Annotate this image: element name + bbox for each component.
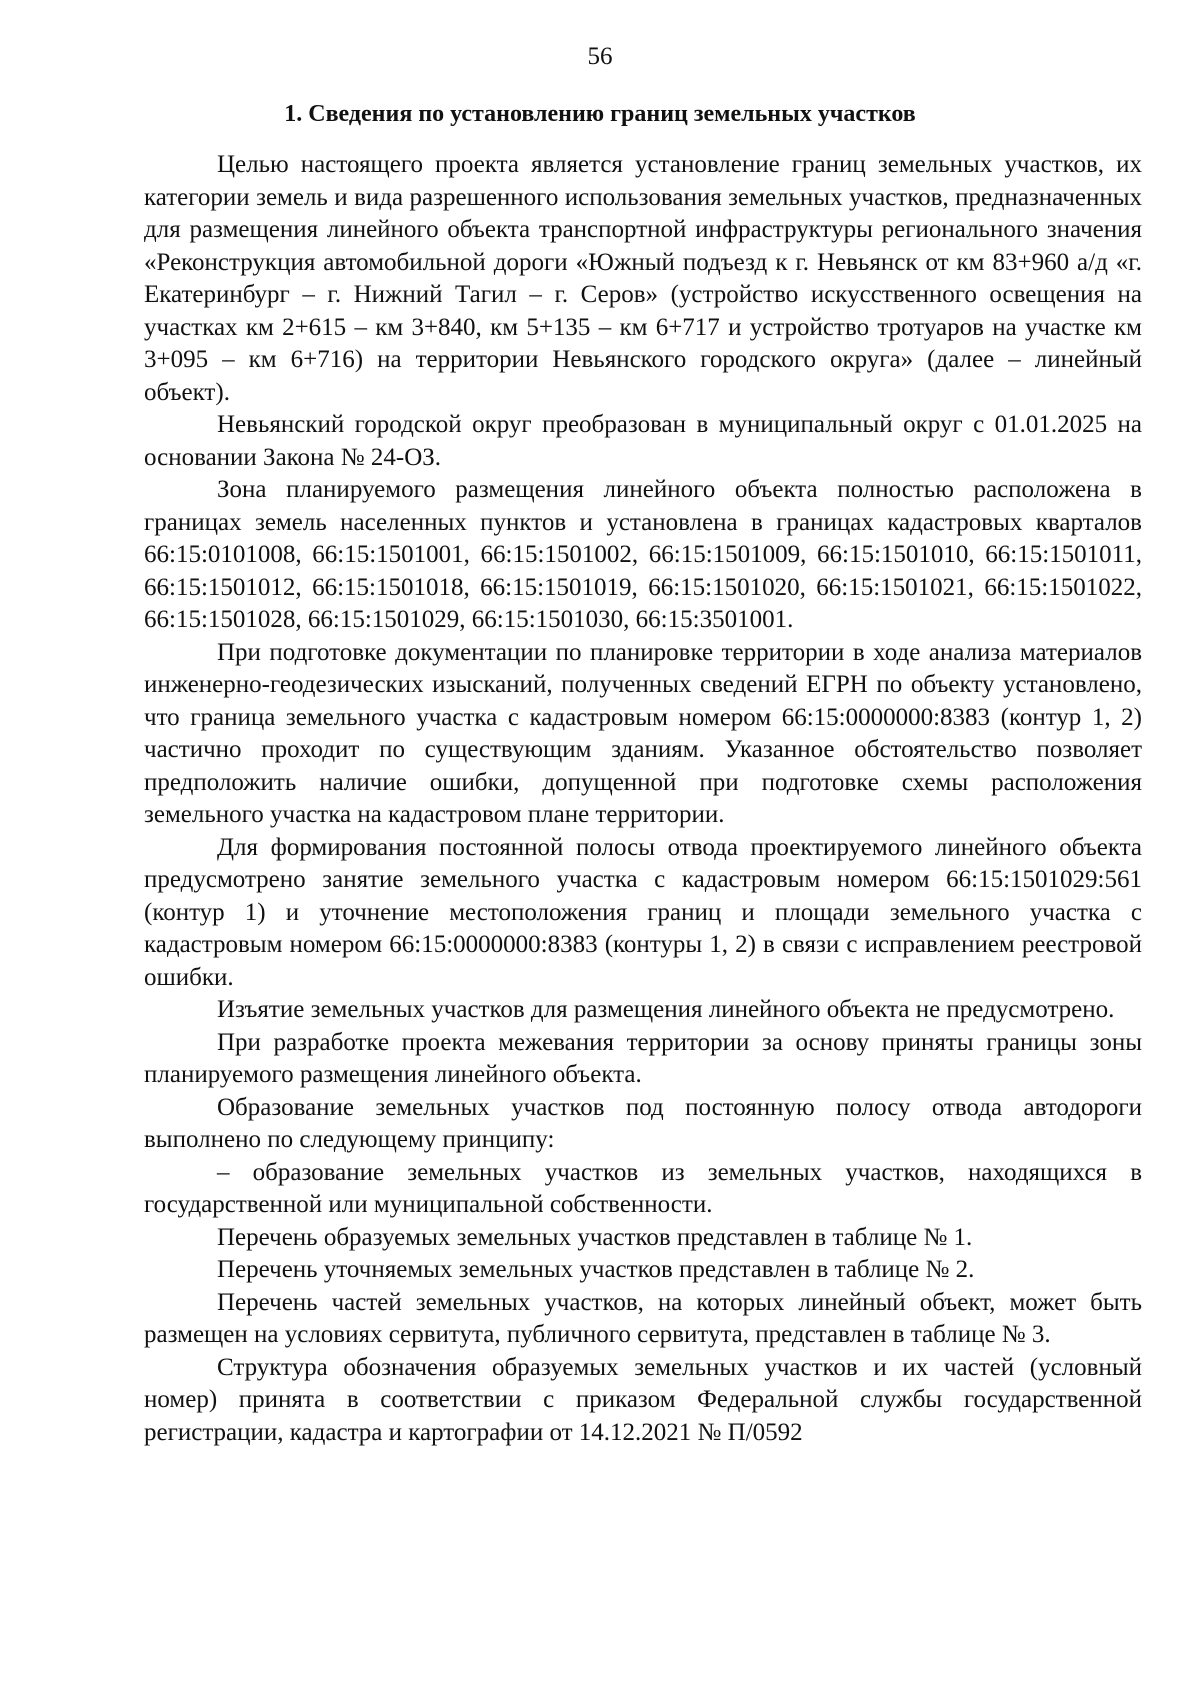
document-body: [144, 149, 1142, 1449]
paragraph: Перечень частей земельных участков, на которых линейный объект, может быть размещен на условиях сервитута, публичного сервитута, представлен в таблице № 3.: [144, 1288, 1142, 1348]
page-number: 56: [587, 43, 613, 70]
paragraph: Перечень образуемых земельных участков представлен в таблице № 1.: [217, 1223, 973, 1251]
paragraph: Изъятие земельных участков для размещения линейного объекта не предусмотрено.: [217, 996, 1115, 1023]
paragraph: При разработке проекта межевания территории за основу приняты границы зоны планируемого размещения линейного объекта.: [144, 1028, 1142, 1088]
paragraph: Перечень уточняемых земельных участков представлен в таблице № 2.: [217, 1256, 975, 1283]
paragraph: Для формирования постоянной полосы отвода проектируемого линейного объекта предусмотрено занятие земельного участка с кадастровым номером 66:15:1501029:561 (контур 1) и уточнение местоположения границ и площади земельного участка с кадастровым номером 66:15:0000000:8383 (контуры 1, 2) в связи с исправлением реестровой ошибки.: [144, 833, 1142, 991]
section-heading: 1. Сведения по установлению границ земельных участков: [284, 101, 916, 127]
paragraph: Зона планируемого размещения линейного объекта полностью расположена в границах земель населенных пунктов и установлена в границах кадастровых кварталов 66:15:0101008, 66:15:1501001, 66:15:1501002, 66:15:1501009, 66:15:1501010, 66:15:1501011, 66:15:1501012, 66:15:1501018, 66:15:1501019, 66:15:1501020, 66:15:1501021, 66:15:1501022, 66:15:1501028, 66:15:1501029, 66:15:1501030, 66:15:3501001.: [144, 476, 1142, 633]
paragraph: Целью настоящего проекта является установление границ земельных участков, их категории земель и вида разрешенного использования земельных участков, предназначенных для размещения линейного объекта транспортной инфраструктуры регионального значения «Реконструкция автомобильной дороги «Южный подъезд к г. Невьянск от км 83+960 а/д «г. Екатеринбург – г. Нижний Тагил – г. Серов» (устройство искусственного освещения на участках км 2+615 – км 3+840, км 5+135 – км 6+717 и устройство тротуаров на участке км 3+095 – км 6+716) на территории Невьянского городского округа» (далее – линейный объект).: [144, 151, 1142, 406]
paragraph: Невьянский городской округ преобразован в муниципальный округ с 01.01.2025 на основании Закона № 24-ОЗ.: [144, 411, 1142, 471]
paragraph: Образование земельных участков под постоянную полосу отвода автодороги выполнено по следующему принципу:: [144, 1093, 1142, 1153]
list-item: – образование земельных участков из земельных участков, находящихся в государственной или муниципальной собственности.: [144, 1158, 1142, 1218]
paragraph: Структура обозначения образуемых земельных участков и их частей (условный номер) принята в соответствии с приказом Федеральной службы государственной регистрации, кадастра и картографии от 14.12.2021 № П/0592: [144, 1353, 1142, 1446]
paragraph: При подготовке документации по планировке территории в ходе анализа материалов инженерно-геодезических изысканий, полученных сведений ЕГРН по объекту установлено, что граница земельного участка с кадастровым номером 66:15:0000000:8383 (контур 1, 2) частично проходит по существующим зданиям. Указанное обстоятельство позволяет предположить наличие ошибки, допущенной при подготовке схемы расположения земельного участка на кадастровом плане территории.: [144, 638, 1142, 828]
